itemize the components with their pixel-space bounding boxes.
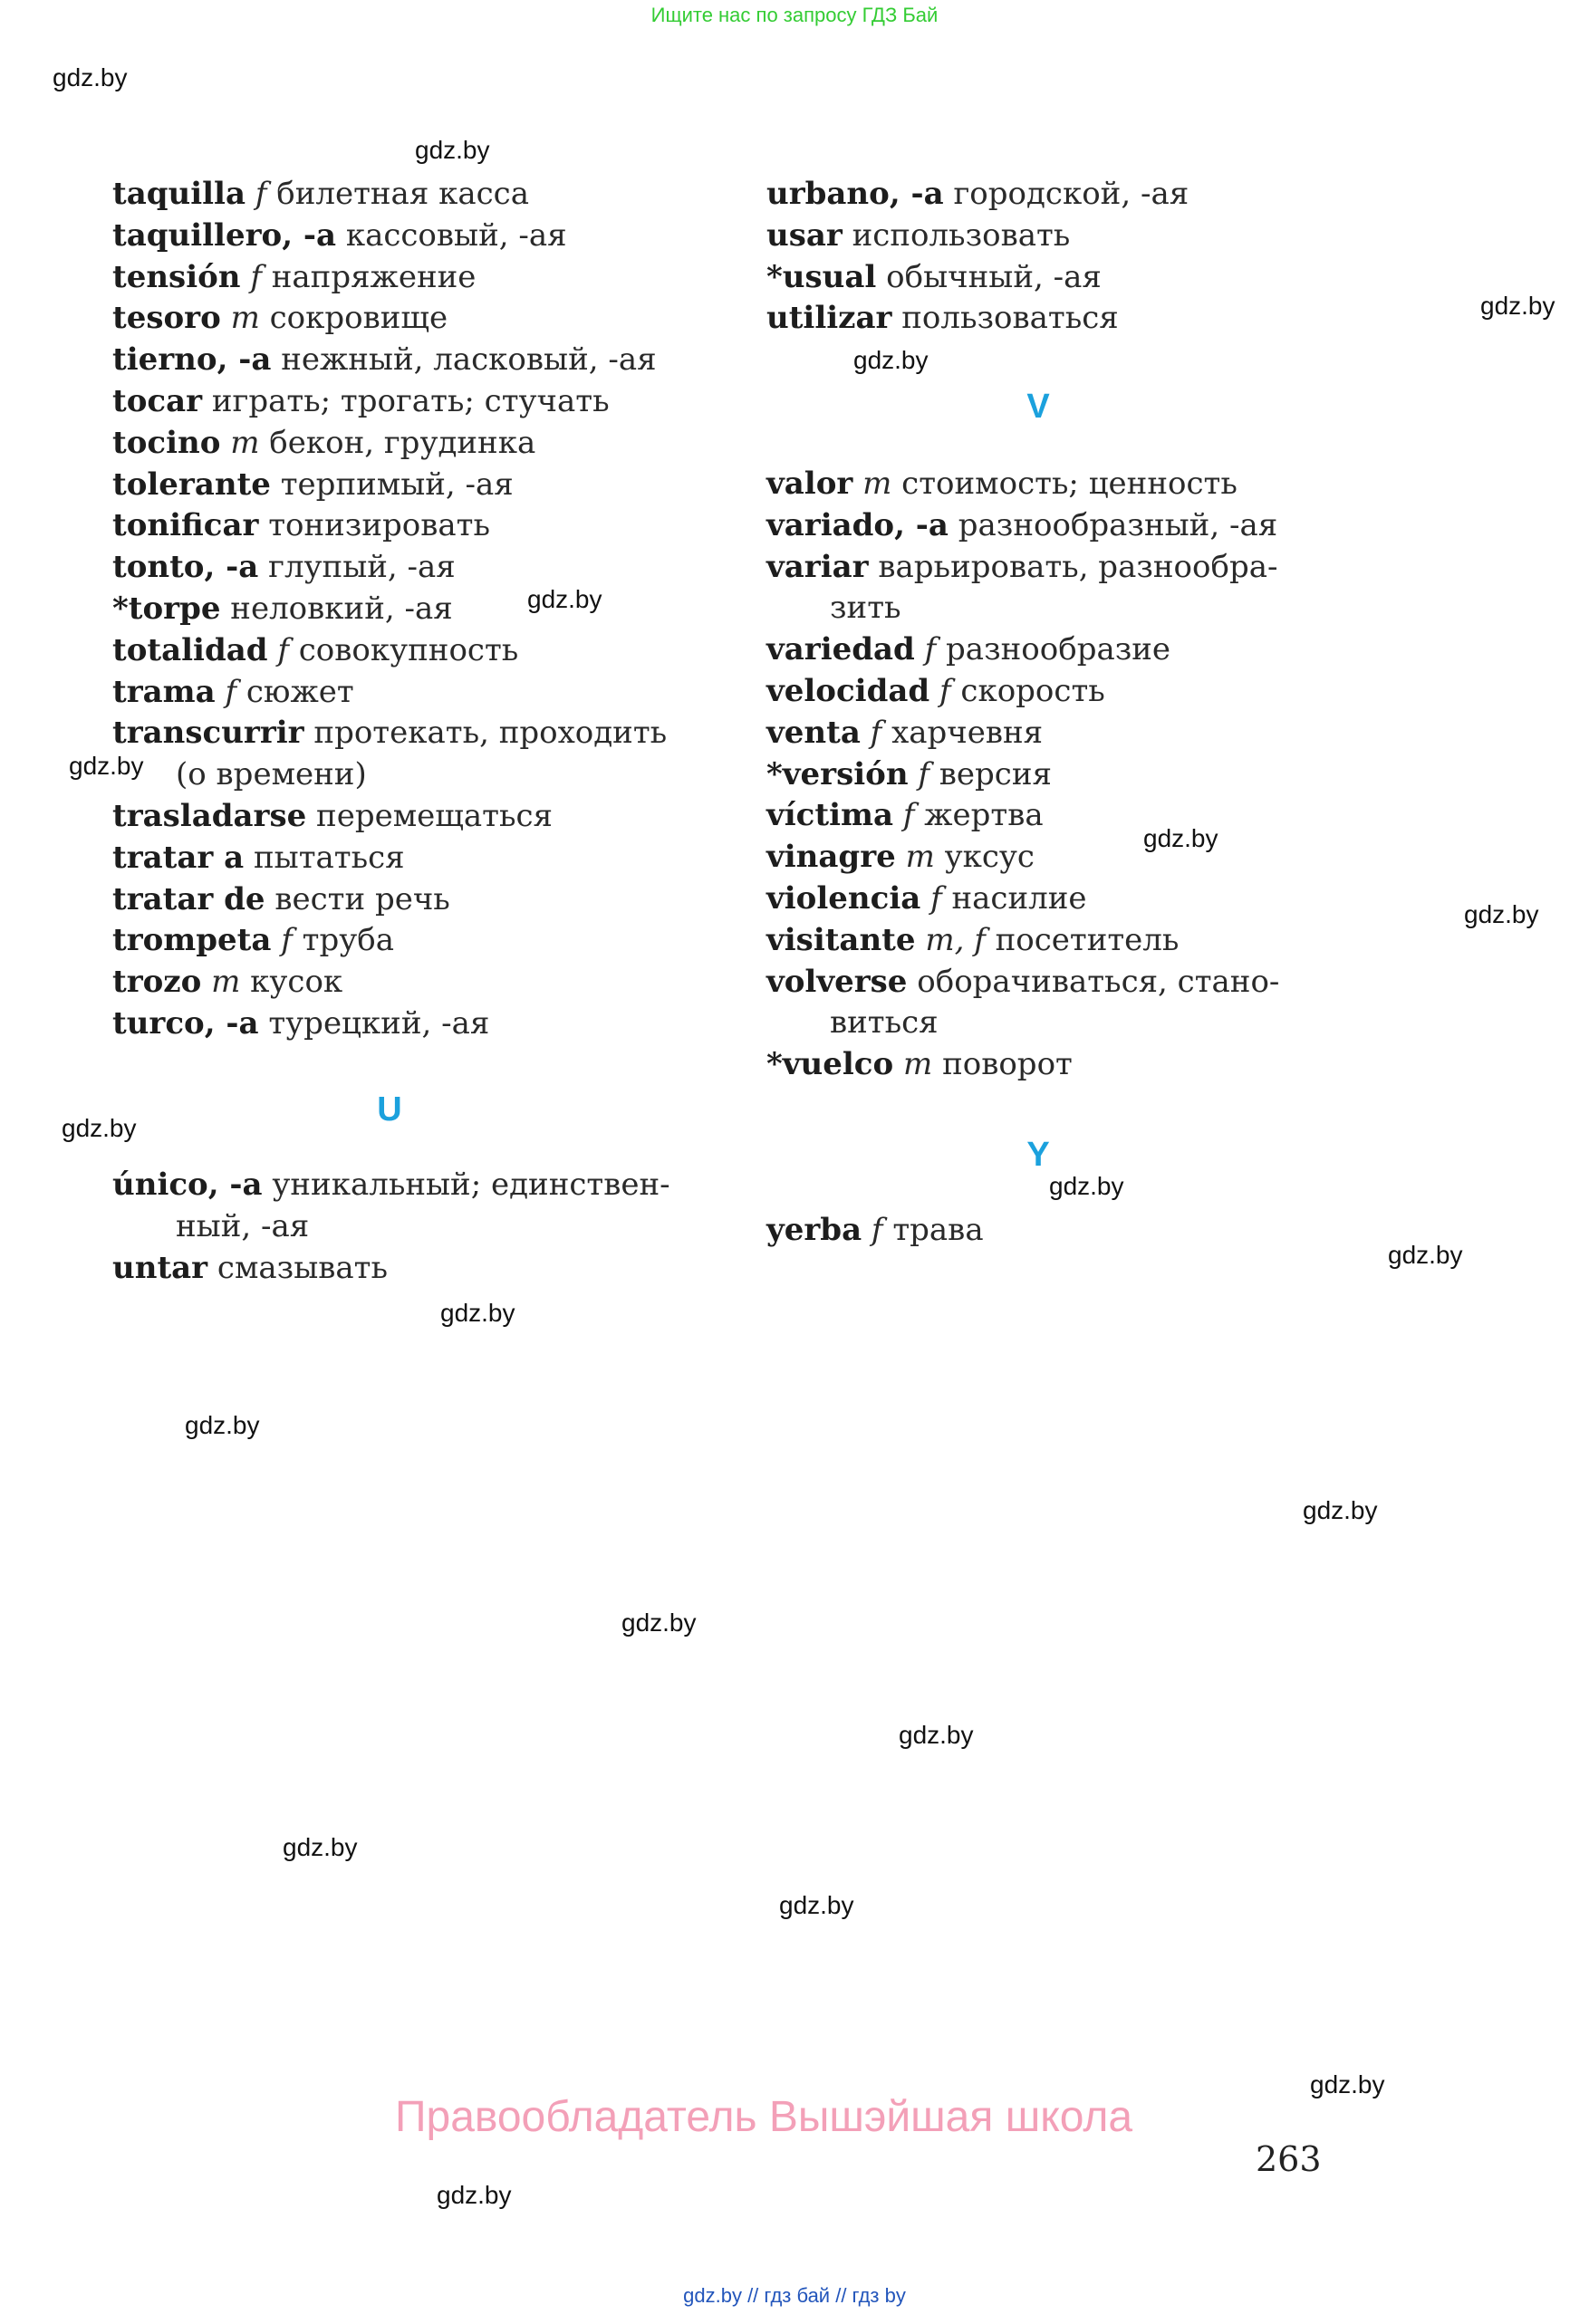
translation: оборачиваться, стано-	[917, 963, 1280, 1000]
dictionary-entry	[766, 174, 1346, 216]
watermark: gdz.by	[53, 63, 128, 91]
watermark: gdz.by	[853, 346, 929, 374]
translation: стоимость; ценность	[901, 466, 1237, 502]
dictionary-entry	[766, 298, 1346, 340]
watermark: gdz.by	[1303, 1496, 1378, 1524]
translation: использовать	[852, 216, 1071, 254]
dictionary-entry	[112, 754, 692, 796]
watermark: gdz.by	[437, 2181, 512, 2209]
dictionary-entry	[112, 547, 692, 589]
entries-u-right	[766, 174, 1346, 340]
dictionary-entry	[766, 629, 1346, 671]
watermark: gdz.by	[1464, 900, 1539, 928]
gender-mark: f	[918, 755, 929, 792]
headword: urbano, -a	[766, 176, 944, 212]
headword: trozo	[112, 964, 202, 1001]
headword: usar	[766, 216, 843, 254]
entries-t	[112, 174, 692, 1045]
headword: único, -a	[112, 1167, 263, 1203]
gender-mark: m, f	[925, 921, 986, 958]
translation: обычный, -ая	[886, 258, 1102, 295]
watermark: gdz.by	[1310, 2070, 1385, 2098]
translation: перемещаться	[316, 797, 553, 834]
headword: tonto, -a	[112, 549, 259, 586]
translation: уксус	[944, 839, 1035, 876]
headword: volverse	[766, 963, 908, 1000]
dictionary-entry	[766, 671, 1346, 713]
gender-mark: m	[230, 300, 260, 337]
headword: utilizar	[766, 300, 892, 337]
dictionary-entry	[112, 630, 692, 672]
headword: trompeta	[112, 922, 272, 959]
headword: tocar	[112, 382, 203, 419]
headword: vinagre	[766, 839, 896, 876]
dictionary-entry	[112, 796, 692, 838]
dictionary-column-left	[112, 174, 692, 1045]
translation: версия	[939, 755, 1052, 792]
translation: смазывать	[217, 1249, 389, 1286]
dictionary-entry	[766, 257, 1346, 299]
gender-mark: m	[862, 466, 892, 502]
dictionary-entry	[766, 1044, 1346, 1086]
watermark: gdz.by	[440, 1299, 515, 1327]
headword: tesoro	[112, 300, 221, 337]
translation: поворот	[942, 1046, 1073, 1083]
watermark: gdz.by	[283, 1833, 358, 1861]
translation: жертва	[924, 797, 1044, 834]
gender-mark: f	[930, 879, 942, 917]
dictionary-entry	[766, 588, 1346, 629]
translation: вести речь	[274, 880, 450, 917]
translation: пытаться	[253, 839, 405, 876]
dictionary-entry	[112, 589, 692, 630]
gender-mark: f	[277, 631, 289, 668]
headword: taquillero, -a	[112, 216, 337, 254]
translation: напряжение	[271, 258, 477, 295]
translation: играть; трогать; стучать	[211, 382, 610, 419]
translation: виться	[830, 1004, 939, 1042]
entries-y	[766, 1210, 1346, 1252]
translation: терпимый, -ая	[280, 466, 514, 503]
section-letter-y: Y	[1026, 1136, 1050, 1174]
translation: варьировать, разнообра-	[878, 548, 1278, 585]
dictionary-entry	[766, 713, 1346, 754]
dictionary-entry	[112, 298, 692, 340]
dictionary-entry	[766, 505, 1346, 547]
dictionary-entry	[112, 713, 692, 754]
headword: tolerante	[112, 466, 271, 503]
translation: скорость	[960, 672, 1105, 709]
translation: билетная касса	[276, 176, 529, 212]
gender-mark: f	[225, 673, 237, 710]
translation: нежный, ласковый, -ая	[281, 341, 657, 379]
headword: violencia	[766, 879, 921, 917]
headword: yerba	[766, 1212, 862, 1248]
watermark: gdz.by	[415, 136, 490, 164]
headword: variedad	[766, 631, 915, 668]
translation: пользоваться	[901, 300, 1119, 337]
headword: tensión	[112, 258, 241, 295]
gender-mark: m	[211, 964, 241, 1001]
headword: *torpe	[112, 590, 221, 627]
dictionary-entry	[112, 465, 692, 506]
dictionary-entry	[766, 216, 1346, 257]
dictionary-entry	[766, 962, 1346, 1004]
headword: untar	[112, 1249, 208, 1286]
dictionary-entry	[112, 1165, 692, 1206]
dictionary-entry	[112, 216, 692, 257]
watermark: gdz.by	[185, 1411, 260, 1439]
watermark: gdz.by	[779, 1891, 854, 1919]
gender-mark: f	[250, 258, 262, 295]
watermark: gdz.by	[1480, 292, 1555, 320]
copyright-notice: Правообладатель Вышэйшая школа	[395, 2093, 1133, 2141]
translation: городской, -ая	[953, 176, 1189, 212]
watermark: gdz.by	[1388, 1241, 1463, 1269]
translation: сокровище	[269, 300, 448, 337]
dictionary-entry	[766, 879, 1346, 920]
watermark: gdz.by	[62, 1114, 137, 1142]
translation: зить	[830, 590, 901, 627]
dictionary-entry	[766, 547, 1346, 589]
dictionary-entry	[112, 920, 692, 962]
section-letter-v: V	[1026, 388, 1050, 426]
translation: сюжет	[246, 673, 354, 710]
watermark: gdz.by	[899, 1721, 974, 1749]
headword: tierno, -a	[112, 341, 272, 379]
gender-mark: m	[903, 1046, 933, 1083]
translation: насилие	[951, 879, 1087, 917]
dictionary-entry	[112, 1004, 692, 1045]
headword: trama	[112, 673, 216, 710]
search-banner: Ищите нас по запросу ГДЗ Бай	[650, 4, 939, 26]
translation: разнообразный, -ая	[958, 506, 1278, 543]
section-letter-u: U	[377, 1090, 402, 1128]
gender-mark: m	[905, 839, 935, 876]
gender-mark: f	[924, 631, 937, 668]
headword: tonificar	[112, 507, 259, 544]
translation: труба	[302, 922, 394, 959]
headword: variar	[766, 548, 869, 585]
dictionary-entry	[766, 920, 1346, 962]
dictionary-entry	[112, 962, 692, 1004]
headword: trasladarse	[112, 797, 307, 834]
translation: уникальный; единствен-	[272, 1167, 670, 1203]
watermark: gdz.by	[621, 1609, 697, 1637]
dictionary-entry	[766, 754, 1346, 796]
dictionary-entry	[112, 1248, 692, 1290]
translation: бекон, грудинка	[269, 424, 536, 461]
gender-mark: m	[230, 424, 260, 461]
headword: velocidad	[766, 672, 930, 709]
dictionary-entry	[766, 795, 1346, 837]
dictionary-entry	[112, 381, 692, 423]
entries-u-left	[112, 1165, 692, 1289]
translation: харчевня	[891, 714, 1044, 751]
headword: variado, -a	[766, 506, 949, 543]
watermark: gdz.by	[527, 585, 602, 613]
translation: совокупность	[298, 631, 519, 668]
dictionary-entry	[112, 423, 692, 465]
gender-mark: f	[871, 1212, 883, 1248]
dictionary-entry	[112, 257, 692, 299]
translation: разнообразие	[946, 631, 1171, 668]
dictionary-column-left-u	[112, 1165, 692, 1289]
watermark: gdz.by	[1049, 1172, 1124, 1200]
translation: турецкий, -ая	[268, 1004, 490, 1042]
dictionary-entry	[766, 837, 1346, 879]
translation: посетитель	[995, 921, 1180, 958]
headword: turco, -a	[112, 1004, 259, 1042]
headword: tratar a	[112, 839, 245, 876]
headword: *versión	[766, 755, 909, 792]
translation: неловкий, -ая	[230, 590, 453, 627]
headword: venta	[766, 714, 861, 751]
dictionary-entry	[112, 340, 692, 381]
translation: (о времени)	[176, 756, 367, 793]
dictionary-entry	[112, 838, 692, 879]
dictionary-column-right-y	[766, 1210, 1346, 1252]
headword: tratar de	[112, 880, 265, 917]
gender-mark: f	[870, 714, 882, 751]
headword: víctima	[766, 797, 894, 834]
translation: кусок	[250, 964, 343, 1001]
page-number: 263	[1256, 2139, 1322, 2179]
dictionary-column-right-v	[766, 464, 1346, 1086]
dictionary-entry	[766, 1210, 1346, 1252]
headword: transcurrir	[112, 715, 304, 752]
translation: трава	[892, 1212, 984, 1248]
headword: visitante	[766, 921, 916, 958]
dictionary-entry	[112, 174, 692, 216]
headword: tocino	[112, 424, 221, 461]
translation: протекать, проходить	[313, 715, 668, 752]
dictionary-entry	[112, 1206, 692, 1248]
watermark: gdz.by	[69, 752, 144, 780]
watermark: gdz.by	[1143, 824, 1218, 852]
headword: taquilla	[112, 176, 246, 212]
headword: *vuelco	[766, 1046, 894, 1083]
dictionary-entry	[766, 464, 1346, 505]
headword: valor	[766, 466, 853, 502]
translation: тонизировать	[268, 507, 490, 544]
dictionary-entry	[112, 672, 692, 714]
gender-mark: f	[939, 672, 951, 709]
gender-mark: f	[255, 176, 267, 212]
dictionary-column-right	[766, 174, 1346, 340]
entries-v	[766, 464, 1346, 1086]
footer-links: gdz.by // гдз бай // гдз by	[683, 2284, 906, 2307]
gender-mark: f	[902, 797, 915, 834]
gender-mark: f	[281, 922, 293, 959]
translation: ный, -ая	[176, 1207, 310, 1244]
headword: totalidad	[112, 631, 268, 668]
dictionary-entry	[112, 505, 692, 547]
dictionary-entry	[766, 1003, 1346, 1044]
translation: кассовый, -ая	[345, 216, 567, 254]
translation: глупый, -ая	[268, 549, 456, 586]
headword: *usual	[766, 258, 877, 295]
dictionary-entry	[112, 879, 692, 921]
